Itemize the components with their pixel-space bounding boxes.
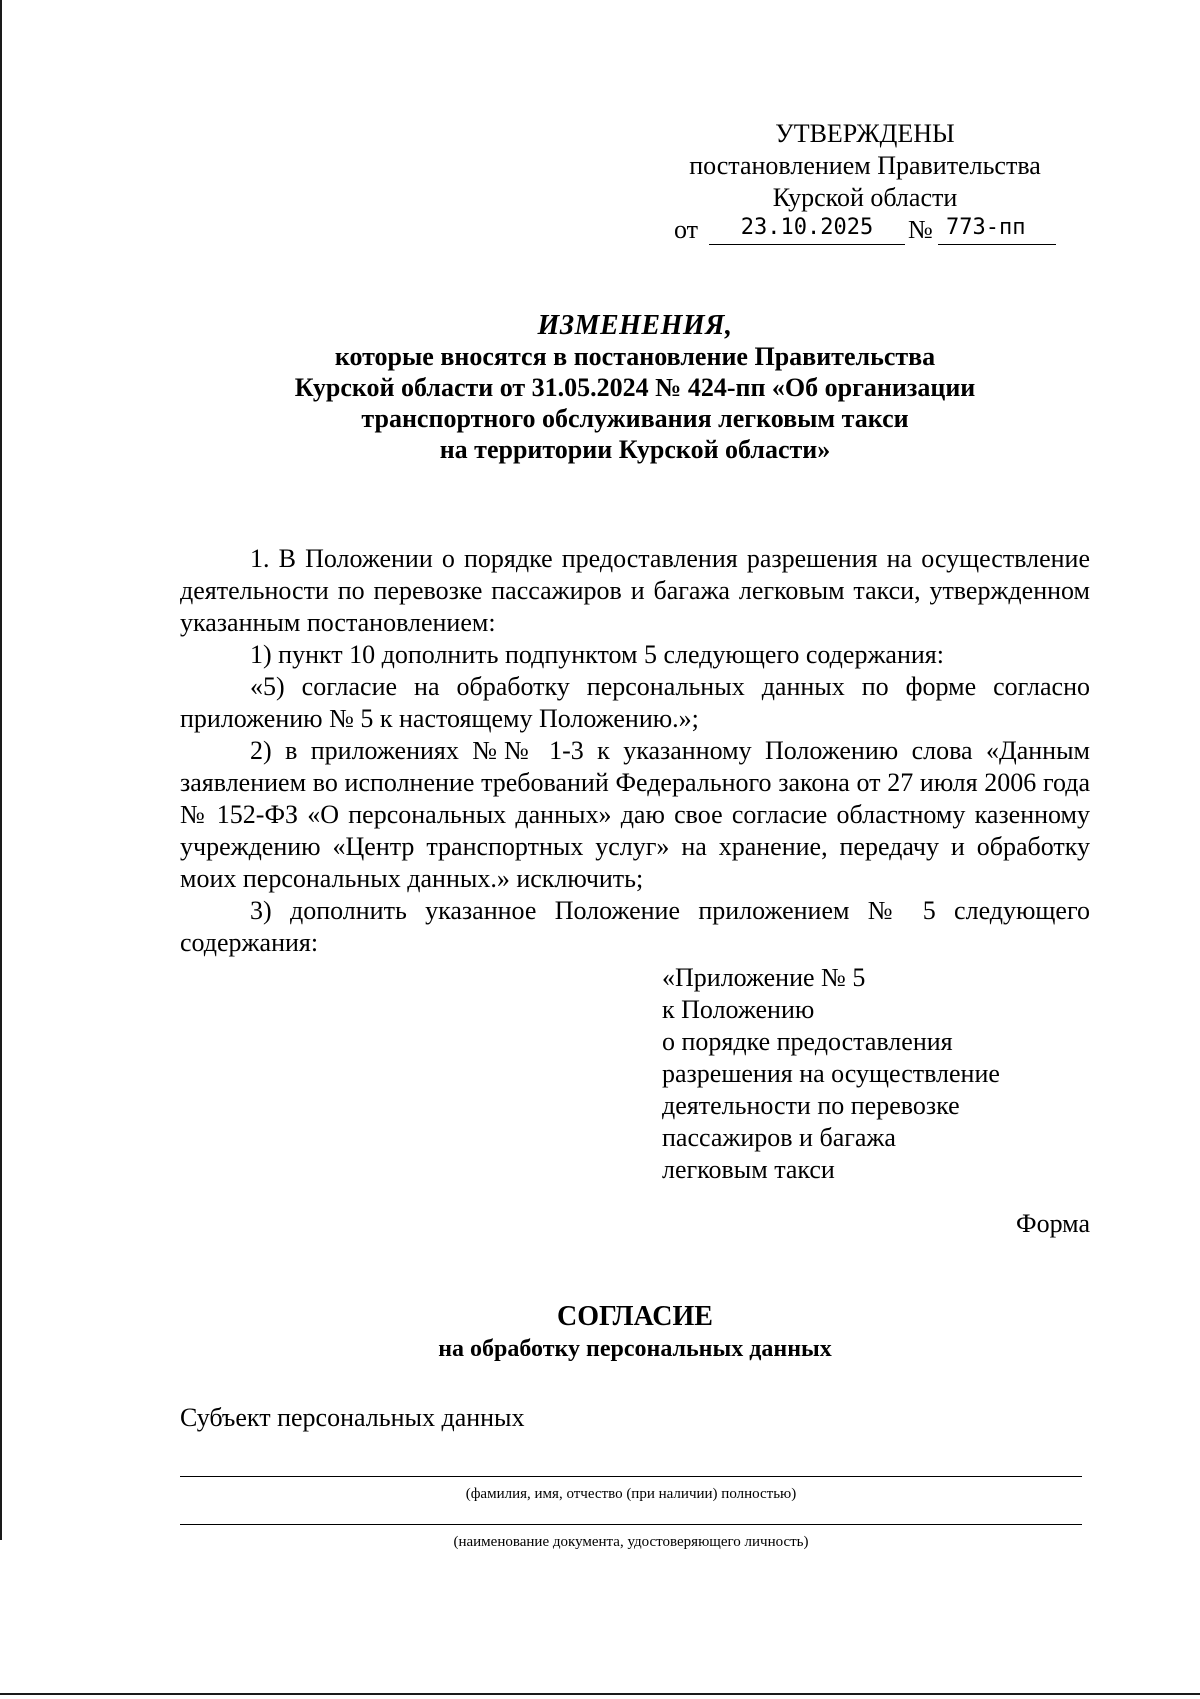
consent-heading: СОГЛАСИЕ — [557, 1301, 713, 1332]
title-line: которые вносятся в постановление Правительства — [334, 342, 936, 371]
appendix-line: к Положению — [662, 995, 815, 1024]
appendix-line: «Приложение № 5 — [662, 963, 866, 992]
approval-title: УТВЕРЖДЕНЫ — [775, 119, 955, 148]
appendix-line: пассажиров и багажа — [662, 1123, 896, 1152]
title-heading: ИЗМЕНЕНИЯ, — [537, 310, 733, 341]
document-title — [180, 310, 1090, 465]
paragraph: 3) дополнить указанное Положение приложением № 5 следующего содержания: — [180, 896, 1090, 957]
title-line: на территории Курской области» — [439, 435, 831, 464]
appendix-line: деятельности по перевозке — [662, 1091, 960, 1120]
approval-date: 23.10.2025 — [740, 215, 874, 240]
appendix-header — [662, 962, 1082, 1186]
form-label: Форма — [1016, 1209, 1090, 1238]
approval-number: 773-пп — [946, 215, 1026, 240]
consent-subtitle: на обработку персональных данных — [438, 1336, 832, 1362]
appendix-line: разрешения на осуществление — [662, 1059, 1000, 1088]
approval-line-2: Курской области — [772, 183, 958, 212]
date-underline — [709, 244, 905, 245]
scan-edge-left — [0, 0, 2, 1540]
document-field-caption: (наименование документа, удостоверяющего личность) — [453, 1534, 809, 1550]
paragraph: 1. В Положении о порядке предоставления разрешения на осуществление деятельности по перевозке пассажиров и багажа легковым такси, утвержденном указанным постановлением: — [180, 544, 1090, 637]
appendix-line: легковым такси — [662, 1155, 835, 1184]
number-sign: № — [908, 215, 933, 244]
paragraph: 1) пункт 10 дополнить подпунктом 5 следующего содержания: — [250, 640, 944, 669]
date-prefix: от — [674, 215, 699, 244]
paragraph: 2) в приложениях №№ 1-3 к указанному Положению слова «Данным заявлением во исполнение требований Федерального закона от 27 июля 2006 года № 152-ФЗ «О персональных данных» даю свое согласие областному казенному учреждению «Центр транспортных услуг» на хранение, передачу и обработку моих персональных данных.» исключить; — [180, 736, 1090, 893]
approval-stamp — [660, 118, 1070, 248]
scan-edge-bottom — [0, 1693, 1200, 1695]
appendix-line: о порядке предоставления — [662, 1027, 953, 1056]
name-field-caption: (фамилия, имя, отчество (при наличии) полностью) — [465, 1486, 797, 1502]
name-field-line[interactable] — [180, 1476, 1082, 1477]
paragraph: «5) согласие на обработку персональных данных по форме согласно приложению № 5 к настоящему Положению.»; — [180, 672, 1090, 733]
approval-line-1: постановлением Правительства — [689, 151, 1041, 180]
subject-label: Субъект персональных данных — [180, 1403, 525, 1432]
document-field-line[interactable] — [180, 1524, 1082, 1525]
consent-title — [180, 1300, 1090, 1364]
approval-date-row — [660, 214, 1070, 248]
number-underline — [938, 244, 1056, 245]
body-text — [180, 543, 1090, 959]
title-line: Курской области от 31.05.2024 № 424-пп «Об организации — [294, 373, 976, 402]
title-line: транспортного обслуживания легковым такси — [361, 404, 909, 433]
